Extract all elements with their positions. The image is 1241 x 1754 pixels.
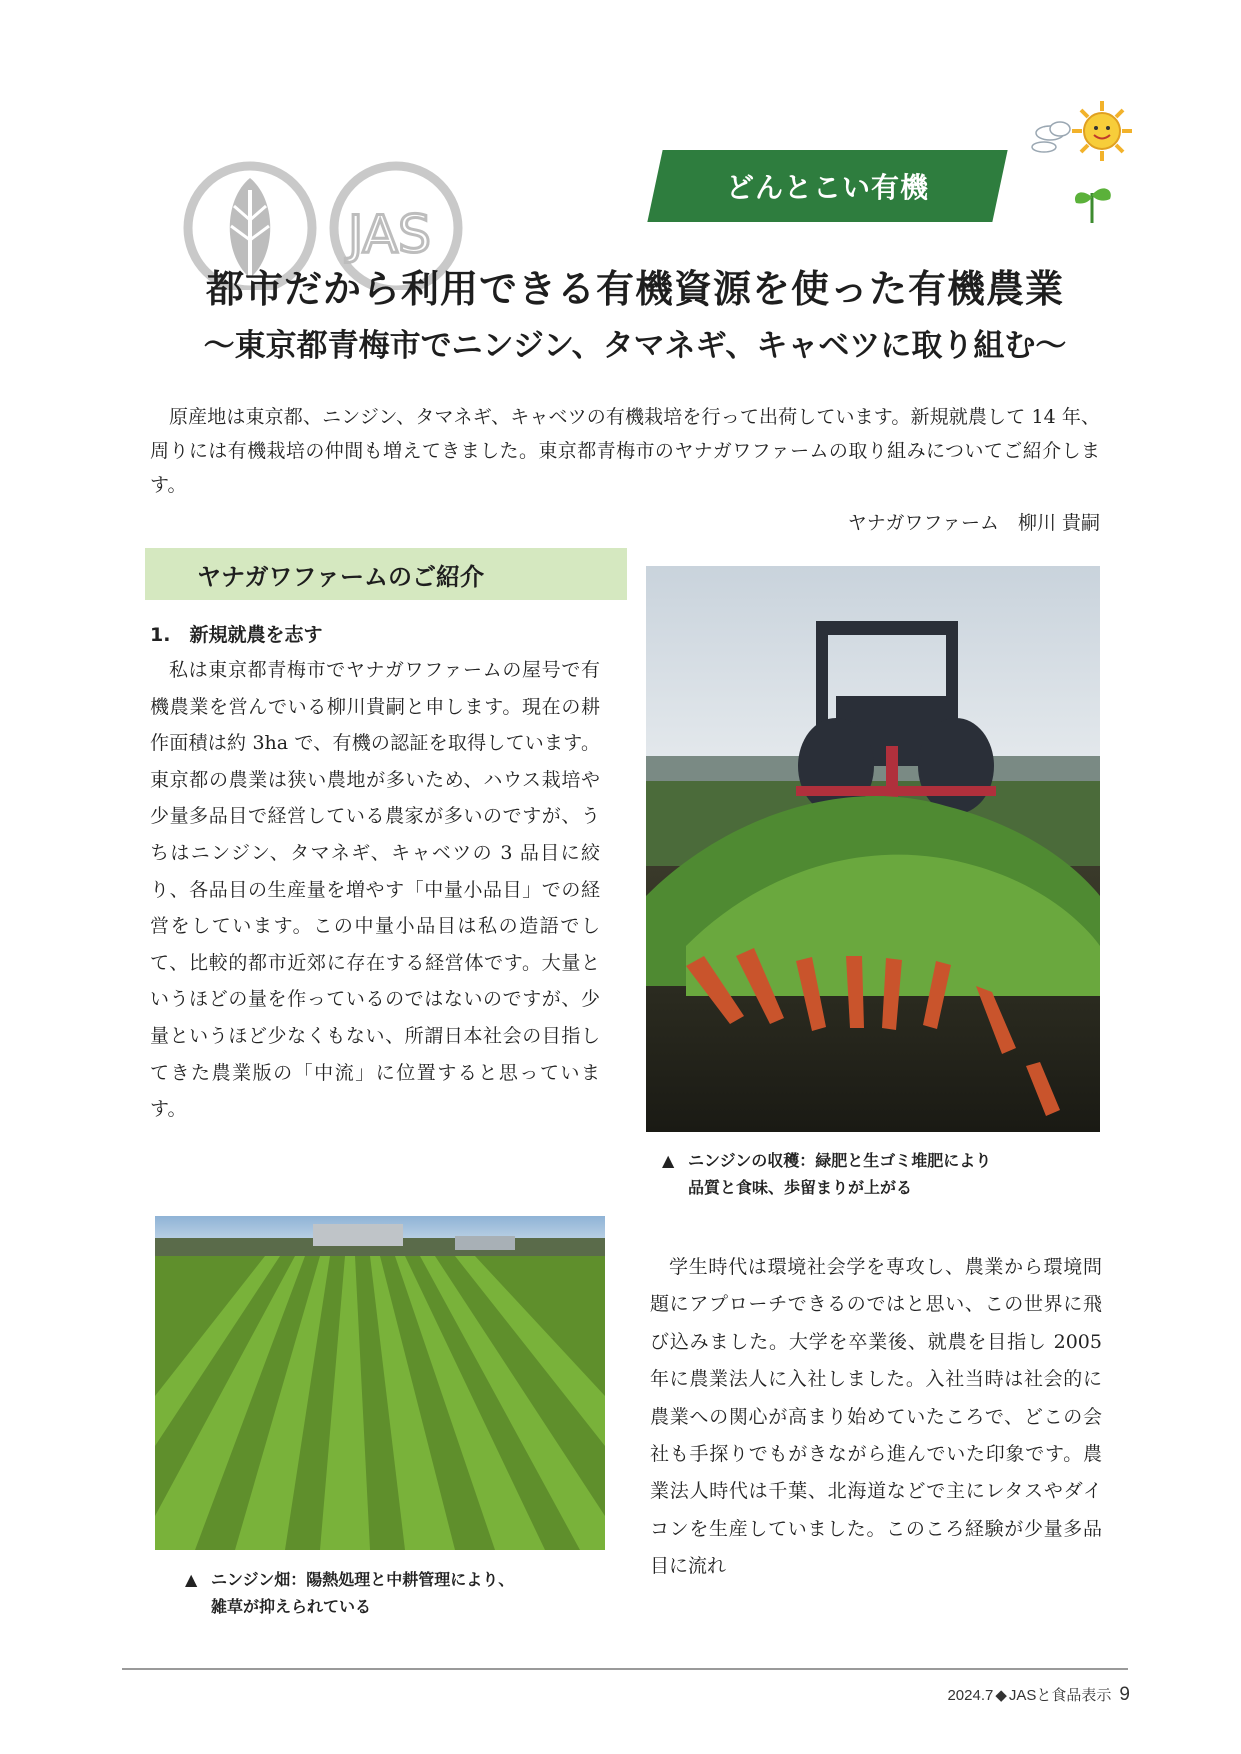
carrot-harvest-image bbox=[646, 566, 1100, 1132]
carrot-field-image bbox=[155, 1216, 605, 1550]
intro-paragraph: 原産地は東京都、ニンジン、タマネギ、キャベツの有機栽培を行って出荷しています。新規就農して 14 年、周りには有機栽培の仲間も増えてきました。東京都青梅市のヤナガワファームの取り組みについてご紹介します。 bbox=[150, 406, 1100, 496]
page-footer bbox=[800, 1684, 1130, 1706]
footer-issue: 2024.7 bbox=[947, 1687, 994, 1704]
carrot-field-photo bbox=[155, 1216, 605, 1550]
footer-publication: JASと食品表示 bbox=[1008, 1687, 1112, 1704]
article-subtitle: ～東京都青梅市でニンジン、タマネギ、キャベツに取り組む～ bbox=[203, 328, 1067, 364]
section-heading bbox=[145, 548, 627, 600]
field-photo-caption bbox=[185, 1566, 605, 1620]
sun-sprout-decoration bbox=[1030, 95, 1140, 225]
author-credit: ヤナガワファーム 柳川 貴嗣 bbox=[847, 512, 1100, 534]
caption-triangle-icon: ▲ bbox=[185, 1570, 198, 1589]
jas-logo-text: JAS bbox=[348, 205, 432, 265]
tractor-caption-line-2: 品質と食味、歩留まりが上がる bbox=[688, 1178, 913, 1197]
field-caption-line-2: 雑草が抑えられている bbox=[211, 1597, 372, 1616]
page-number: 9 bbox=[1119, 1684, 1130, 1705]
tractor-caption-line-1: ニンジンの収穫：緑肥と生ゴミ堆肥により bbox=[688, 1151, 992, 1170]
section-heading-label: ヤナガワファームのご紹介 bbox=[197, 562, 485, 591]
footer-divider bbox=[122, 1668, 1128, 1670]
sun-icon bbox=[1030, 95, 1140, 225]
field-caption-line-1: ニンジン畑：陽熱処理と中耕管理により、 bbox=[211, 1570, 515, 1589]
footer-diamond-icon: ◆ bbox=[995, 1687, 1007, 1704]
carrot-harvest-photo bbox=[646, 566, 1100, 1132]
tractor-photo-caption bbox=[662, 1147, 1102, 1201]
caption-triangle-icon: ▲ bbox=[662, 1151, 675, 1170]
series-banner-label: どんとこい有機 bbox=[725, 171, 929, 204]
body-paragraph-2: 学生時代は環境社会学を専攻し、農業から環境問題にアプローチできるのではと思い、この世界に飛び込みました。大学を卒業後、就農を目指し 2005 年に農業法人に入社しました。入社当時は社会的に農業への関心が高まり始めていたころで、どこの会社も手探りでもがきながら進んでいた印象です。農業法人時代は千葉、北海道などで主にレタスやダイコンを生産していました。このころ経験が少量多品目に流れ bbox=[650, 1256, 1102, 1578]
sub-heading: 1. 新規就農を志す bbox=[150, 624, 323, 646]
body-paragraph-1: 私は東京都青梅市でヤナガワファームの屋号で有機農業を営んでいる柳川貴嗣と申します。現在の耕作面積は約 3ha で、有機の認証を取得しています。東京都の農業は狭い農地が多いため、ハウス栽培や少量多品目で経営している農家が多いのですが、うちはニンジン、タマネギ、キャベツの 3 品目に絞り、各品目の生産量を増やす「中量小品目」での経営をしています。この中量小品目は私の造語でして、比較的都市近郊に存在する経営体です。大量というほどの量を作っているのではないのですが、少量というほど少なくもない、所謂日本社会の目指してきた農業版の「中流」に位置すると思っています。 bbox=[150, 659, 600, 1121]
series-banner bbox=[647, 150, 1007, 222]
article-title: 都市だから利用できる有機資源を使った有機農業 bbox=[205, 267, 1064, 311]
